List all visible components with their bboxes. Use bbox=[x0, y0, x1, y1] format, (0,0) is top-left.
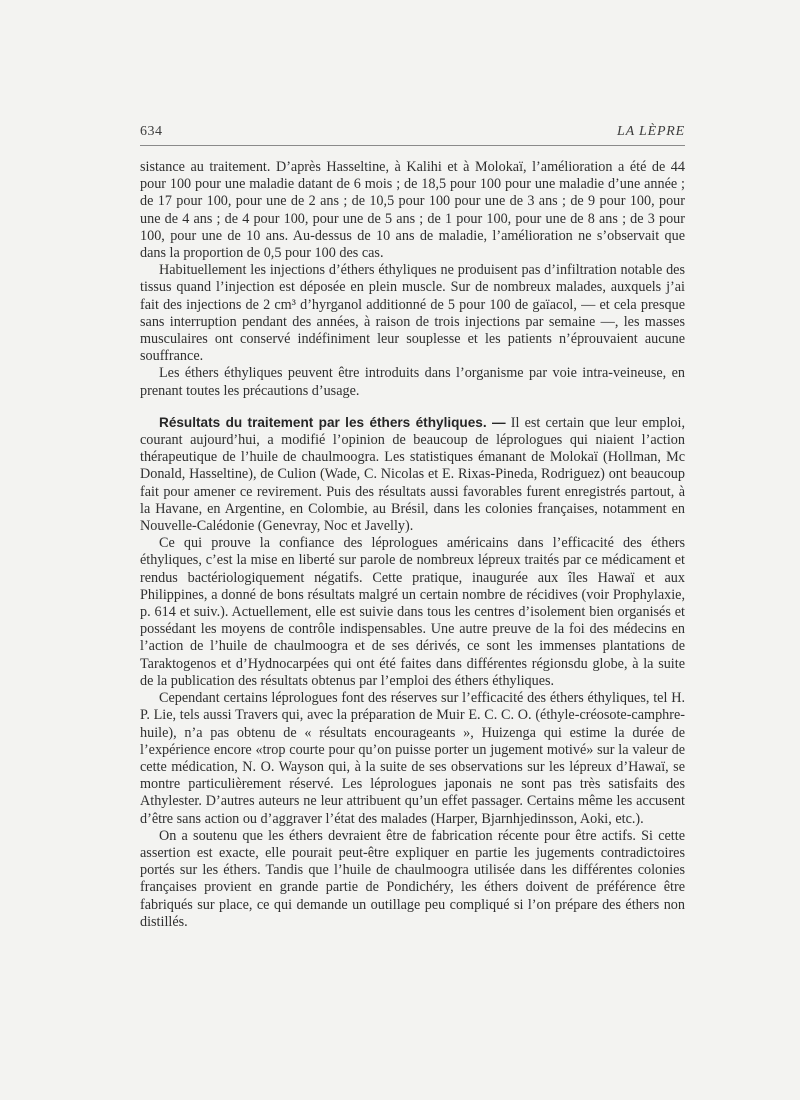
running-header bbox=[140, 124, 685, 144]
header-rule bbox=[140, 145, 685, 146]
body-text bbox=[140, 159, 685, 931]
paragraph: Cependant certains léprologues font des réserves sur l’efficacité des éthers éthyliques, tel H. P. Lie, tels aussi Travers qui, avec la préparation de Muir E. C. C. O. (éthyle-créosote-camphre-huile), n’a pas obtenu de « résultats encourageants », Huizenga qui estime la durée de l’expérience encore «trop courte pour qu’on puisse porter un jugement motivé» sur la valeur de cette médication, N. O. Wayson qui, à la suite de ses observations sur les lépreux d’Hawaï, se montre particulièrement réservé. Les léprologues japonais ne sont pas très satisfaits des Athylester. D’autres auteurs ne leur attribuent qu’un effet passager. Certains même les accusent d’être sans action ou d’aggraver l’état des malades (Harper, Bjarnhjedinsson, Aoki, etc.). bbox=[140, 690, 685, 827]
paragraph: On a soutenu que les éthers devraient être de fabrication récente pour être actifs. Si cette assertion est exacte, elle pourait peut-être expliquer en partie les jugements contradictoires portés sur les éthers. Tandis que l’huile de chaulmoogra utilisée dans les différentes colonies françaises provient en grande partie de Pondichéry, les éthers doivent de préférence être fabriqués sur place, ce qui demande un outillage peu compliqué si l’on prépare des éthers non distillés. bbox=[140, 827, 685, 930]
paragraph: sistance au traitement. D’après Hasseltine, à Kalihi et à Molokaï, l’amélioration a été de 44 pour 100 pour une maladie datant de 6 mois ; de 18,5 pour 100 pour une maladie d’une année ; de 17 pour 100, pour une de 2 ans ; de 10,5 pour 100 pour une de 3 ans ; de 9 pour 100, pour une de 4 ans ; de 4 pour 100, pour une de 5 ans ; de 1 pour 100, pour une de 8 ans ; de 3 pour 100, pour une de 10 ans. Au-dessus de 10 ans de maladie, l’amélioration ne s’observait que dans la proportion de 0,5 pour 100 des cas. bbox=[140, 159, 685, 262]
section-paragraph bbox=[140, 414, 685, 535]
section-paragraph-text: Il est certain que leur emploi, courant aujourd’hui, a modifié l’opinion de beaucoup de léprologues qui niaient l’action thérapeutique de l’huile de chaulmoogra. Les statistiques émanant de Molokaï (Hollman, Mc Donald, Hasseltine), de Culion (Wade, C. Nicolas et E. Rixas-Pineda, Rodriguez) ont beaucoup fait pour amener ce revirement. Puis des résultats aussi favorables furent enregistrés partout, à la Havane, en Argentine, en Colombie, au Brésil, dans les colonies françaises, notamment en Nouvelle-Calédonie (Genevray, Noc et Javelly). bbox=[140, 414, 686, 535]
paragraph: Ce qui prouve la confiance des léprologues américains dans l’efficacité des éthers éthyliques, c’est la mise en liberté sur parole de nombreux lépreux traités par ce médicament et rendus bactériologiquement négatifs. Cette pratique, inaugurée aux îles Hawaï et aux Philippines, a donné de bons résultats malgré un certain nombre de récidives (voir Prophylaxie, p. 614 et suiv.). Actuellement, elle est suivie dans tous les centres d’isolement bien organisés et possédant les moyens de contrôle indispensables. Une autre preuve de la foi des médecins en l’action de l’huile de chaulmoogra et de ses dérivés, ce sont les immenses plantations de Taraktogenos et d’Hydnocarpées qui ont été faites dans différentes régionsdu globe, à la suite de la publication des résultats obtenus par l’emploi des éthers éthyliques. bbox=[140, 535, 685, 689]
running-title: LA LÈPRE bbox=[617, 124, 685, 139]
paragraph: Habituellement les injections d’éthers éthyliques ne produisent pas d’infiltration notable des tissus quand l’injection est déposée en plein muscle. Sur de nombreux malades, auxquels j’ai fait des injections de 2 cm³ d’hyrganol additionné de 5 pour 100 de gaïacol, — et cela presque sans interruption pendant des années, à raison de trois injections par semaine —, les masses musculaires ont conservé indéfiniment leur souplesse et les patients n’éprouvaient aucune souffrance. bbox=[140, 262, 685, 365]
page-number: 634 bbox=[140, 124, 163, 139]
section-heading: Résultats du traitement par les éthers éthyliques. — bbox=[159, 414, 506, 430]
paragraph: Les éthers éthyliques peuvent être introduits dans l’organisme par voie intra-veineuse, en prenant toutes les précautions d’usage. bbox=[140, 365, 685, 399]
